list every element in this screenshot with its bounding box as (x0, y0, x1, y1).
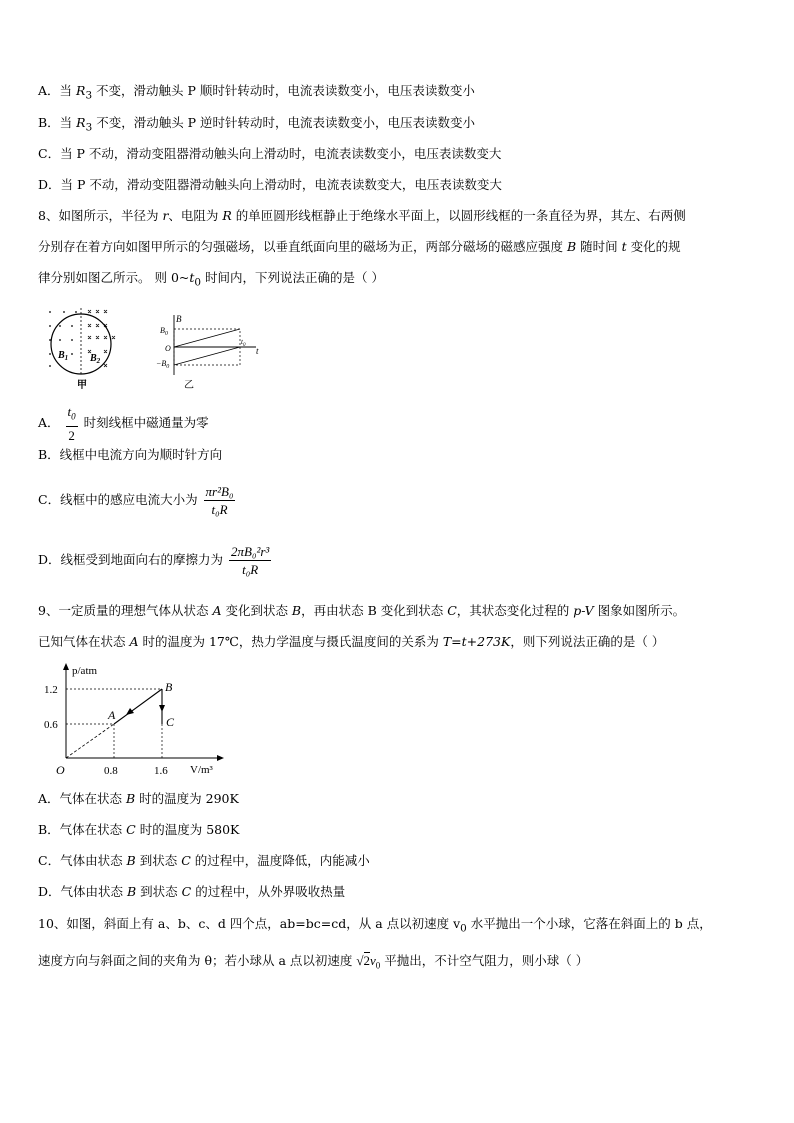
text: 平抛出，不计空气阻力，则小球（ ） (380, 953, 589, 968)
q9-option-d (38, 884, 345, 900)
q9-option-a (38, 791, 239, 807)
var: r (162, 208, 169, 223)
svg-text:B0 (160, 326, 168, 337)
text: 速度方向与斜面之间的夹角为 θ；若小球从 a 点以初速度 (38, 953, 357, 968)
y-tick-0-6: 0.6 (44, 719, 58, 731)
text: 9、一定质量的理想气体从状态 (38, 603, 213, 618)
denominator: t₀R (211, 502, 228, 517)
text: A．当 (38, 83, 77, 98)
text: 10、如图，斜面上有 a、b、c、d 四个点，ab=bc=cd，从 a 点以初速度 v (38, 916, 461, 931)
origin-to-a-dashed (66, 724, 114, 758)
text: 分别存在着方向如图甲所示的匀强磁场，以垂直纸面向里的磁场为正，两部分磁场的磁感应强度 (38, 239, 567, 254)
var: C (447, 603, 457, 618)
var: t (189, 270, 195, 285)
var: T=t+273K (442, 634, 511, 649)
text: 、电阻为 (168, 208, 223, 223)
subscript: 0 (194, 276, 202, 289)
var: B (126, 853, 136, 868)
var: B (127, 884, 137, 899)
q10-stem-line1 (38, 916, 712, 937)
numerator: t (67, 404, 72, 419)
svg-text:t0 (241, 338, 246, 348)
text: 图象如图所示。 (593, 603, 686, 618)
neg-b0-sub: 0 (166, 364, 170, 370)
text: 的单匝圆形线框静止于绝缘水平面上，以圆形线框的一条直径为界，其左、右两侧 (231, 208, 686, 223)
subscript: 0 (375, 960, 381, 971)
subscript: 0 (71, 411, 76, 422)
pv-graph (40, 662, 230, 780)
figure-yi (156, 313, 266, 393)
q9-stem-line1 (38, 603, 685, 619)
var: R (76, 115, 86, 130)
var: C (126, 822, 136, 837)
q8-option-c (38, 484, 237, 517)
q8-stem-line1 (38, 208, 686, 224)
text: 变化的规 (626, 239, 681, 254)
denominator: t₀R (242, 562, 259, 577)
x-tick-1-6: 1.6 (154, 765, 168, 777)
text: 8、如图所示，半径为 (38, 208, 163, 223)
q7-option-d: D．当 P 不动，滑动变阻器滑动触头向上滑动时，电流表读数变大，电压表读数变大 (38, 177, 502, 192)
sqrt-expression (356, 953, 381, 971)
text: B．气体在状态 (38, 822, 127, 837)
p-axis-arrow (63, 663, 69, 670)
neg-b0-label: −B (156, 359, 167, 368)
a-to-b-arrow (126, 708, 134, 715)
t0-sub: 0 (242, 343, 246, 348)
sqrt-sign-icon: √ (356, 953, 364, 968)
var: v (370, 953, 376, 968)
b0-label: B (160, 326, 165, 335)
var: R (222, 208, 232, 223)
b1-sub: 1 (64, 354, 69, 362)
var: A (129, 634, 139, 649)
text: C．气体由状态 (38, 853, 127, 868)
figure-label-yi: 乙 (184, 380, 194, 391)
svg-text:B2 (89, 353, 101, 365)
point-b-label: B (165, 680, 173, 694)
q8-stem-line3 (38, 270, 384, 291)
q8-stem-line2 (38, 239, 681, 255)
q7-option-a (38, 83, 475, 104)
var: C (181, 853, 191, 868)
x-axis-label: t (256, 346, 259, 356)
subscript: 0 (460, 922, 467, 935)
q9-option-c (38, 853, 370, 869)
var: A (212, 603, 222, 618)
q7-option-c: C．当 P 不动，滑动变阻器滑动触头向上滑动时，电流表读数变小，电压表读数变大 (38, 146, 502, 161)
text: ，再由状态 B 变化到状态 (301, 603, 448, 618)
q8-option-a (38, 404, 209, 443)
option-label: C．线框中的感应电流大小为 (38, 492, 202, 507)
q10-stem-line2 (38, 951, 588, 976)
text: 时刻线框中磁通量为零 (79, 414, 209, 430)
text: A．气体在状态 (38, 791, 127, 806)
b0-sub: 0 (164, 331, 168, 337)
y-axis-label: B (176, 314, 182, 324)
b-to-c-arrow (159, 705, 165, 712)
text: 到状态 (135, 853, 182, 868)
x-tick-0-8: 0.8 (104, 765, 118, 777)
t0-label: t (241, 338, 243, 346)
q9-option-b (38, 822, 239, 838)
q8-option-d (38, 544, 273, 577)
p-axis-label: p/atm (72, 665, 98, 677)
text: 时的温度为 17℃，热力学温度与摄氏温度间的关系为 (138, 634, 443, 649)
sqrt-radicand: 2 (363, 953, 371, 968)
text: 水平抛出一个小球，它落在斜面上的 b 点， (466, 916, 712, 931)
subscript: 3 (85, 89, 93, 102)
text: D．气体由状态 (38, 884, 127, 899)
text: 随时间 (576, 239, 622, 254)
var: C (181, 884, 192, 899)
text: ，则下列说法正确的是（ ） (510, 634, 665, 649)
fraction (229, 544, 271, 577)
b2-sub: 2 (96, 357, 101, 365)
b1-line (174, 329, 240, 347)
var: B (566, 239, 577, 254)
numerator: πr²B₀ (205, 484, 234, 499)
figure-jia (44, 306, 124, 390)
q8-option-b: B．线框中电流方向为顺时针方向 (38, 447, 223, 462)
svg-text:−B0 (156, 359, 169, 370)
var: B (126, 791, 136, 806)
text: 时间内，下列说法正确的是（ ） (201, 270, 384, 285)
denominator: 2 (68, 427, 75, 443)
a-to-b-line (114, 689, 162, 724)
subscript: 3 (85, 121, 93, 134)
option-label: A． (38, 414, 60, 430)
text: 的过程中，从外界吸收热量 (191, 884, 346, 899)
text: 律分别如图乙所示。 则 0~ (38, 270, 190, 285)
fraction (66, 404, 78, 443)
var: p-V (573, 603, 594, 618)
text: 不变，滑动触头 P 逆时针转动时，电流表读数变小，电压表读数变小 (92, 115, 476, 130)
q7-option-b (38, 115, 475, 136)
var: t (621, 239, 627, 254)
text: 时的温度为 580K (135, 822, 240, 837)
numerator: 2πB₀²r³ (231, 544, 270, 559)
var: R (76, 83, 86, 98)
v-axis-arrow (217, 755, 224, 761)
y-tick-1-2: 1.2 (44, 684, 58, 696)
v-axis-label: V/m³ (190, 764, 213, 776)
point-a-label: A (108, 708, 116, 722)
text: 已知气体在状态 (38, 634, 130, 649)
figure-label-jia: 甲 (77, 380, 87, 390)
origin-label: O (56, 763, 65, 777)
text: 变化到状态 (221, 603, 292, 618)
var: B (291, 603, 302, 618)
option-label: D．线框受到地面向右的摩擦力为 (38, 552, 227, 567)
b2-label: B (90, 353, 97, 364)
point-c-label: C (166, 715, 175, 729)
b2-line (174, 347, 240, 365)
text: 到状态 (136, 884, 182, 899)
origin-label: O (165, 344, 171, 353)
text: 时的温度为 290K (135, 791, 239, 806)
q9-stem-line2 (38, 634, 664, 650)
svg-text:B1 (57, 350, 68, 362)
text: 不变，滑动触头 P 顺时针转动时，电流表读数变小，电压表读数变小 (92, 83, 475, 98)
text: B．当 (38, 115, 77, 130)
fraction (204, 484, 236, 517)
text: ，其状态变化过程的 (456, 603, 574, 618)
b1-label: B (58, 350, 65, 361)
text: 的过程中，温度降低，内能减小 (190, 853, 370, 868)
